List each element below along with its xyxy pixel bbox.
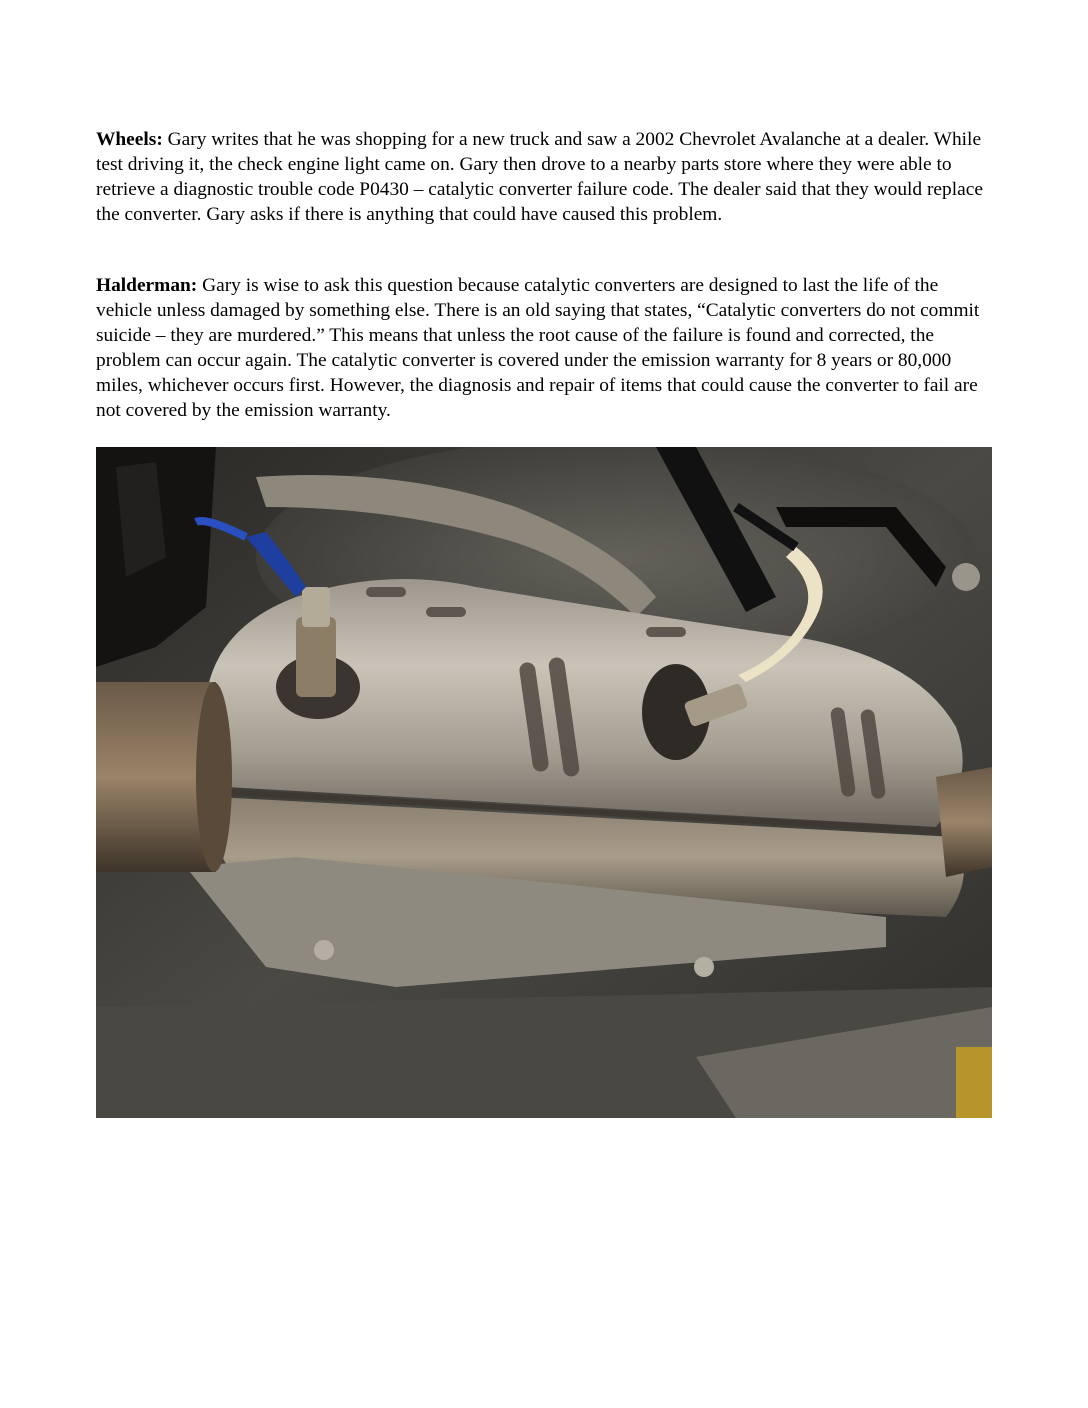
speaker-label: Halderman:	[96, 275, 198, 296]
speaker-label: Wheels:	[96, 129, 163, 150]
catalytic-converter-photo	[96, 447, 992, 1118]
paragraph-wheels	[96, 127, 996, 227]
paragraph-text: Gary writes that he was shopping for a new truck and saw a 2002 Chevrolet Avalanche at a dealer. While test driving it, the check engine light came on. Gary then drove to a nearby parts store where they were able to retrieve a diagnostic trouble code P0430 – catalytic converter failure code. The dealer said that they would replace the converter. Gary asks if there is anything that could have caused this problem.	[96, 129, 983, 225]
paragraph-text: Gary is wise to ask this question because catalytic converters are designed to last the life of the vehicle unless damaged by something else. There is an old saying that states, “Catalytic converters do not commit suicide – they are murdered.” This means that unless the root cause of the failure is found and corrected, the problem can occur again. The catalytic converter is covered under the emission warranty for 8 years or 80,000 miles, whichever occurs first. However, the diagnosis and repair of items that could cause the converter to fail are not covered by the emission warranty.	[96, 275, 980, 421]
paragraph-halderman	[96, 273, 996, 423]
